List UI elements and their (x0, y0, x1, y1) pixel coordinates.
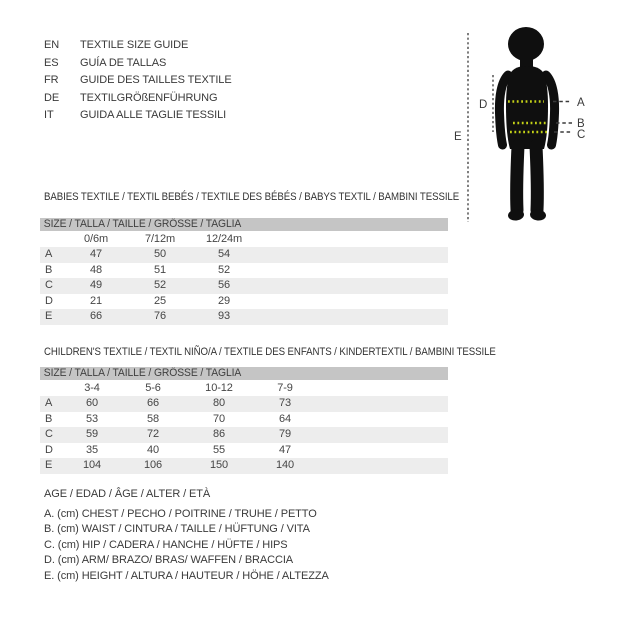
measure-label-e: E (454, 131, 462, 143)
size-value: 21 (89, 294, 103, 307)
language-label: TEXTILGRÖßENFÜHRUNG (80, 91, 218, 104)
measure-label-b: B (577, 118, 585, 130)
row-label: C (45, 279, 53, 291)
size-value: 59 (85, 428, 99, 440)
table-row (40, 263, 448, 279)
table-row (40, 278, 448, 294)
language-code: FR (44, 74, 59, 87)
size-header-label: SIZE / TALLA / TAILLE / GRÖSSE / TAGLIA (43, 367, 242, 379)
size-value: 150 (209, 459, 229, 471)
size-value: 52 (217, 263, 231, 276)
size-value: 56 (217, 279, 231, 291)
legend-item-arm: D. (cm) ARM/ BRAZO/ BRAS/ WAFFEN / BRACCIA (44, 554, 294, 567)
measure-label-a: A (577, 97, 585, 109)
children-table-header-bar (40, 367, 448, 380)
size-value: 49 (89, 279, 103, 291)
size-value: 25 (153, 294, 167, 307)
table-row (40, 247, 448, 263)
row-label: C (45, 428, 53, 440)
empty-corner-cell (40, 232, 64, 247)
size-value: 53 (85, 412, 99, 425)
row-label: B (45, 412, 53, 425)
language-row (44, 90, 232, 108)
size-value: 140 (275, 459, 295, 471)
table-row (40, 443, 448, 459)
size-value: 54 (217, 248, 231, 260)
language-label: GUÍA DE TALLAS (80, 56, 167, 69)
size-value: 60 (85, 397, 99, 409)
children-size-table (40, 367, 448, 475)
language-code: DE (44, 91, 60, 104)
language-row (44, 107, 232, 125)
size-value: 64 (278, 412, 292, 425)
column-header: 10-12 (205, 382, 233, 394)
column-header: 0/6m (83, 233, 109, 245)
size-value: 106 (143, 459, 163, 471)
table-row (40, 427, 448, 443)
size-value: 29 (217, 294, 231, 307)
children-table-title: CHILDREN'S TEXTILE / TEXTIL NIÑO/A / TEXTILE DES ENFANTS / KINDERTEXTIL / BAMBINI TESSILE (44, 346, 496, 358)
size-value: 86 (212, 428, 226, 440)
size-value: 48 (89, 263, 103, 276)
size-value: 35 (85, 443, 99, 456)
row-label: A (45, 397, 53, 409)
table-row (40, 396, 448, 412)
table-row (40, 412, 448, 428)
size-value: 52 (153, 279, 167, 291)
babies-size-table (40, 218, 448, 326)
column-header: 3-4 (84, 382, 100, 394)
size-value: 66 (146, 397, 160, 409)
size-value: 55 (212, 443, 226, 456)
legend-item-hip: C. (cm) HIP / CADERA / HANCHE / HÜFTE / HIPS (44, 538, 288, 551)
row-label: D (45, 294, 53, 307)
size-value: 70 (212, 412, 226, 425)
babies-column-header-row (40, 232, 448, 247)
language-label: GUIDA ALLE TAGLIE TESSILI (80, 109, 227, 122)
size-value: 51 (153, 263, 167, 276)
size-value: 47 (278, 443, 292, 456)
language-list (44, 37, 232, 125)
row-label: D (45, 443, 53, 456)
legend-age-line: AGE / EDAD / ÂGE / ALTER / ETÀ (44, 488, 211, 500)
row-label: A (45, 248, 53, 260)
row-label: B (45, 263, 53, 276)
table-row (40, 458, 448, 474)
table-row (40, 294, 448, 310)
language-row (44, 37, 232, 55)
legend-item-waist: B. (cm) WAIST / CINTURA / TAILLE / HÜFTUNG / VITA (44, 523, 310, 536)
size-value: 40 (146, 443, 160, 456)
language-label: GUIDE DES TAILLES TEXTILE (80, 74, 232, 87)
children-column-header-row (40, 381, 448, 396)
size-header-label: SIZE / TALLA / TAILLE / GRÖSSE / TAGLIA (43, 218, 242, 230)
column-header: 12/24m (205, 233, 243, 245)
language-row (44, 55, 232, 73)
size-value: 58 (146, 412, 160, 425)
legend-item-chest: A. (cm) CHEST / PECHO / POITRINE / TRUHE / PETTO (44, 508, 317, 520)
language-label: TEXTILE SIZE GUIDE (80, 39, 189, 51)
row-label: E (45, 459, 53, 471)
size-value: 73 (278, 397, 292, 409)
row-label: E (45, 310, 53, 322)
size-value: 50 (153, 248, 167, 260)
size-value: 66 (89, 310, 103, 322)
size-value: 93 (217, 310, 231, 322)
measurement-legend (44, 507, 329, 584)
empty-corner-cell (40, 381, 64, 396)
table-row (40, 309, 448, 325)
column-header: 7-9 (277, 382, 293, 394)
measure-label-c: C (577, 129, 586, 141)
size-value: 47 (89, 248, 103, 260)
legend-item-height: E. (cm) HEIGHT / ALTURA / HAUTEUR / HÖHE / ALTEZZA (44, 569, 329, 582)
size-value: 72 (146, 428, 160, 440)
size-value: 80 (212, 397, 226, 409)
child-figure-diagram (440, 18, 600, 230)
language-row (44, 72, 232, 90)
language-code: ES (44, 56, 59, 69)
column-header: 5-6 (145, 382, 161, 394)
language-code: EN (44, 39, 60, 51)
column-header: 7/12m (144, 233, 176, 245)
measure-label-d: D (479, 99, 488, 111)
language-code: IT (44, 109, 54, 122)
size-value: 79 (278, 428, 292, 440)
babies-table-header-bar (40, 218, 448, 231)
babies-table-title: BABIES TEXTILE / TEXTIL BEBÉS / TEXTILE DES BÉBÉS / BABYS TEXTIL / BAMBINI TESSILE (44, 191, 460, 203)
size-value: 76 (153, 310, 167, 322)
size-value: 104 (82, 459, 102, 471)
